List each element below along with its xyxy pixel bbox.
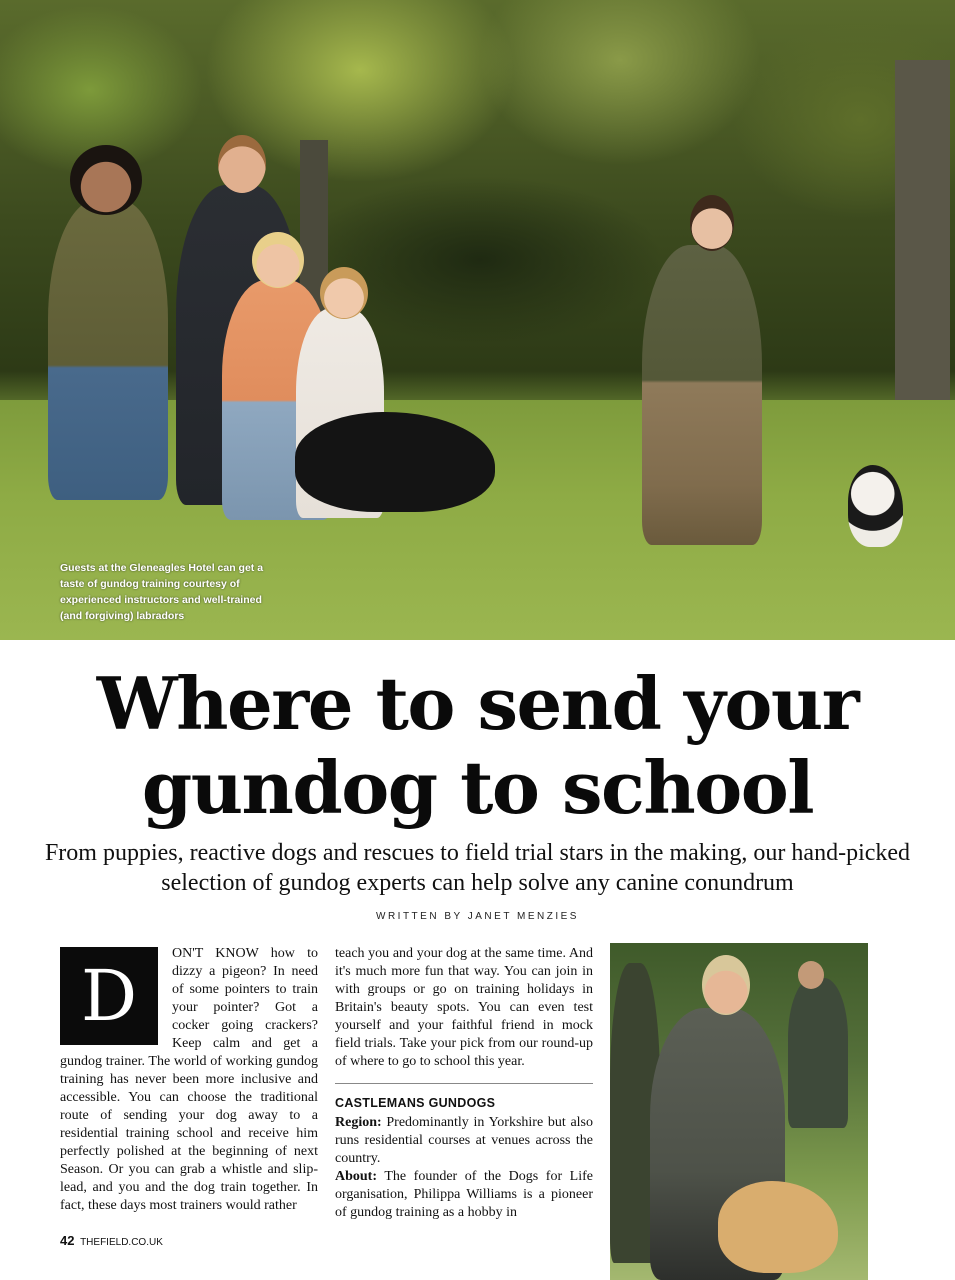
person-head — [218, 135, 266, 193]
about-text: The founder of the Dogs for Life organisation, Philippa Williams is a pioneer of gundog training as a hobby in — [335, 1169, 593, 1220]
headline-line: Where to send your — [96, 661, 859, 746]
person-head — [798, 961, 824, 989]
person-head — [702, 955, 750, 1015]
article-column-1 — [60, 945, 318, 1215]
article-column-2 — [335, 945, 593, 1222]
drop-cap: D — [60, 947, 158, 1045]
page-footer — [60, 1233, 163, 1248]
person-head — [70, 145, 142, 215]
about-label: About: — [335, 1169, 378, 1184]
person-head — [252, 232, 304, 288]
tree-trunk — [895, 60, 950, 410]
person-head — [690, 195, 734, 251]
person-woman-left — [48, 200, 168, 500]
section-heading: CASTLEMANS GUNDOGS — [335, 1096, 496, 1110]
about-entry — [335, 1168, 593, 1222]
region-entry — [335, 1114, 593, 1168]
page-number: 42 — [60, 1233, 75, 1248]
section-divider — [335, 1083, 593, 1084]
headline-line: gundog to school — [141, 745, 814, 830]
background-figure — [788, 978, 848, 1128]
photo-caption: Guests at the Gleneagles Hotel can get a taste of gundog training courtesy of experienced instructors and well-trained (and forgiving) labradors — [60, 562, 264, 622]
region-text: Predominantly in Yorkshire but also runs residential courses at venues across the country. — [335, 1115, 593, 1166]
byline: WRITTEN BY JANET MENZIES — [376, 911, 579, 922]
intro-paragraph: ON'T KNOW how to dizzy a pigeon? In need of some pointers to train your pointer? Got a cocker going crackers? Keep calm and get a gundog trainer. The world of working gundog training has never been more inclusive and accessible. You can choose the traditional route of sending your dog away to a residential training school and receive him perfectly polished at the beginning of next Season. Or you can grab a whistle and slip-lead, and you and the dog train together. In fact, these days most trainers would rather — [60, 946, 318, 1213]
body-paragraph: teach you and your dog at the same time. And it's much more fun that way. You can join in with groups or go on training holidays in Britain's beauty spots. You can even test yourself and your faithful friend in mock field trials. Take your pick from our round-up of where to go to school this year. — [335, 946, 593, 1069]
yellow-labrador — [718, 1181, 838, 1273]
person-instructor — [642, 245, 762, 545]
trainer-photo — [610, 943, 868, 1280]
standfirst: From puppies, reactive dogs and rescues to field trial stars in the making, our hand-picked selection of gundog experts can help solve any canine conundrum — [44, 840, 911, 896]
region-label: Region: — [335, 1115, 382, 1130]
site-name: THEFIELD.CO.UK — [80, 1237, 163, 1248]
article-headline — [0, 662, 955, 830]
person-head — [320, 267, 368, 319]
